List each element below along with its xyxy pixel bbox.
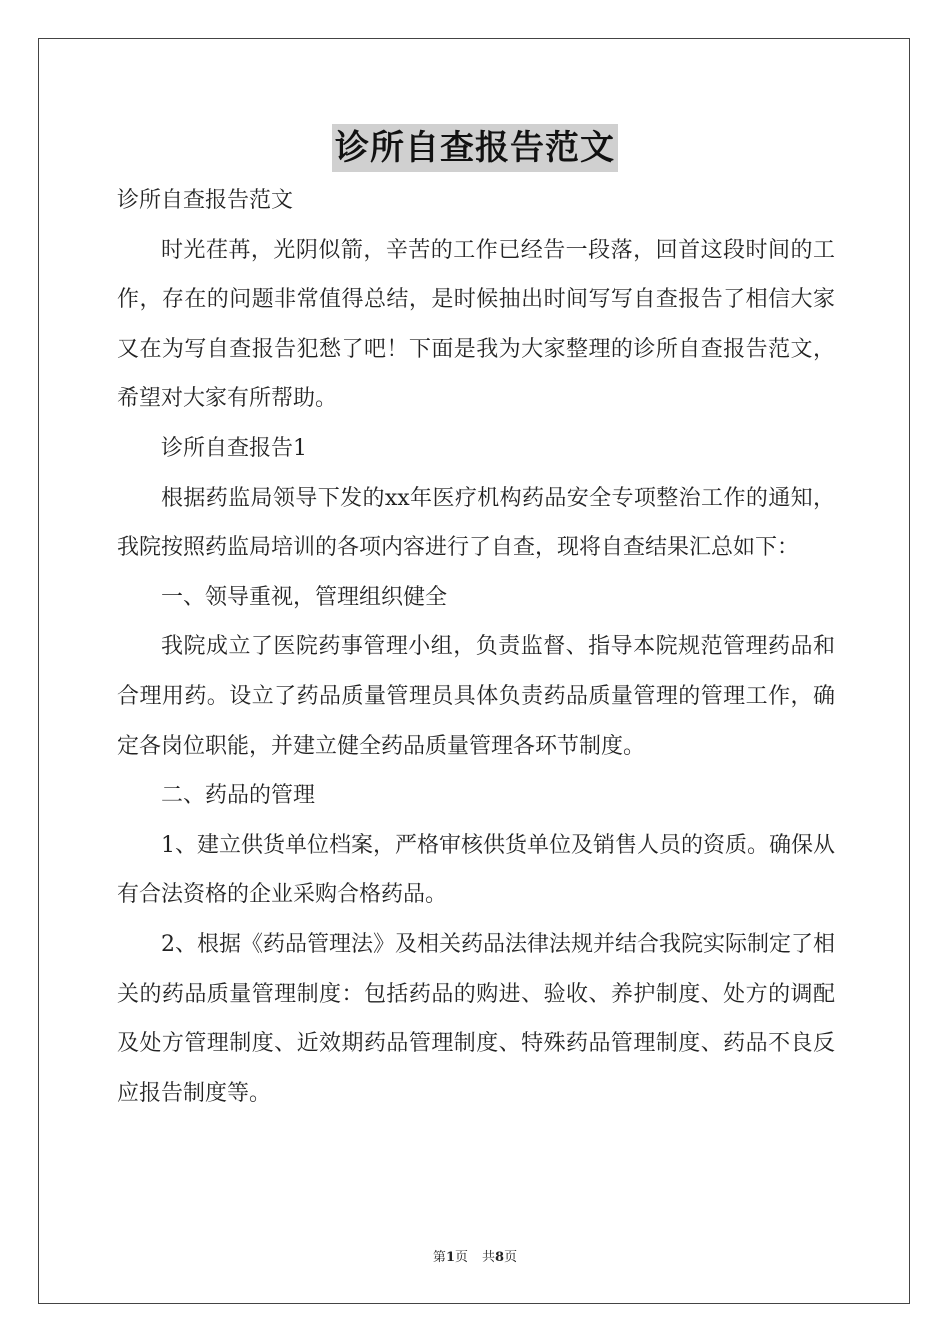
paragraph: 根据药监局领导下发的xx年医疗机构药品安全专项整治工作的通知，我院按照药监局培训的各项内容进行了自查，现将自查结果汇总如下： bbox=[117, 485, 835, 561]
paragraph: 一、领导重视，管理组织健全 bbox=[161, 584, 448, 610]
page-footer bbox=[0, 1246, 950, 1265]
total-suffix: 页 bbox=[504, 1250, 518, 1265]
document-body bbox=[117, 176, 835, 1118]
paragraph: 2、根据《药品管理法》及相关药品法律法规并结合我院实际制定了相关的药品质量管理制度：包括药品的购进、验收、养护制度、处方的调配及处方管理制度、近效期药品管理制度、特殊药品管理制度、药品不良反应报告制度等。 bbox=[117, 931, 835, 1106]
paragraph: 我院成立了医院药事管理小组，负责监督、指导本院规范管理药品和合理用药。设立了药品质量管理员具体负责药品质量管理的管理工作，确定各岗位职能，并建立健全药品质量管理各环节制度。 bbox=[117, 634, 835, 759]
page-total: 8 bbox=[495, 1250, 505, 1265]
page-suffix: 页 bbox=[454, 1250, 468, 1265]
page-current: 1 bbox=[445, 1250, 455, 1265]
total-prefix: 共 bbox=[482, 1250, 496, 1265]
page-prefix: 第 bbox=[432, 1250, 446, 1265]
paragraph: 诊所自查报告1 bbox=[161, 435, 307, 461]
document-title: 诊所自查报告范文 bbox=[332, 124, 618, 172]
title-container bbox=[0, 124, 950, 172]
paragraph: 1、建立供货单位档案，严格审核供货单位及销售人员的资质。确保从有合法资格的企业采购合格药品。 bbox=[117, 832, 835, 908]
paragraph: 二、药品的管理 bbox=[161, 783, 316, 809]
paragraph: 时光荏苒，光阴似箭，辛苦的工作已经告一段落，回首这段时间的工作，存在的问题非常值得总结，是时候抽出时间写写自查报告了相信大家又在为写自查报告犯愁了吧！下面是我为大家整理的诊所自查报告范文，希望对大家有所帮助。 bbox=[117, 237, 835, 412]
paragraph: 诊所自查报告范文 bbox=[117, 188, 294, 213]
